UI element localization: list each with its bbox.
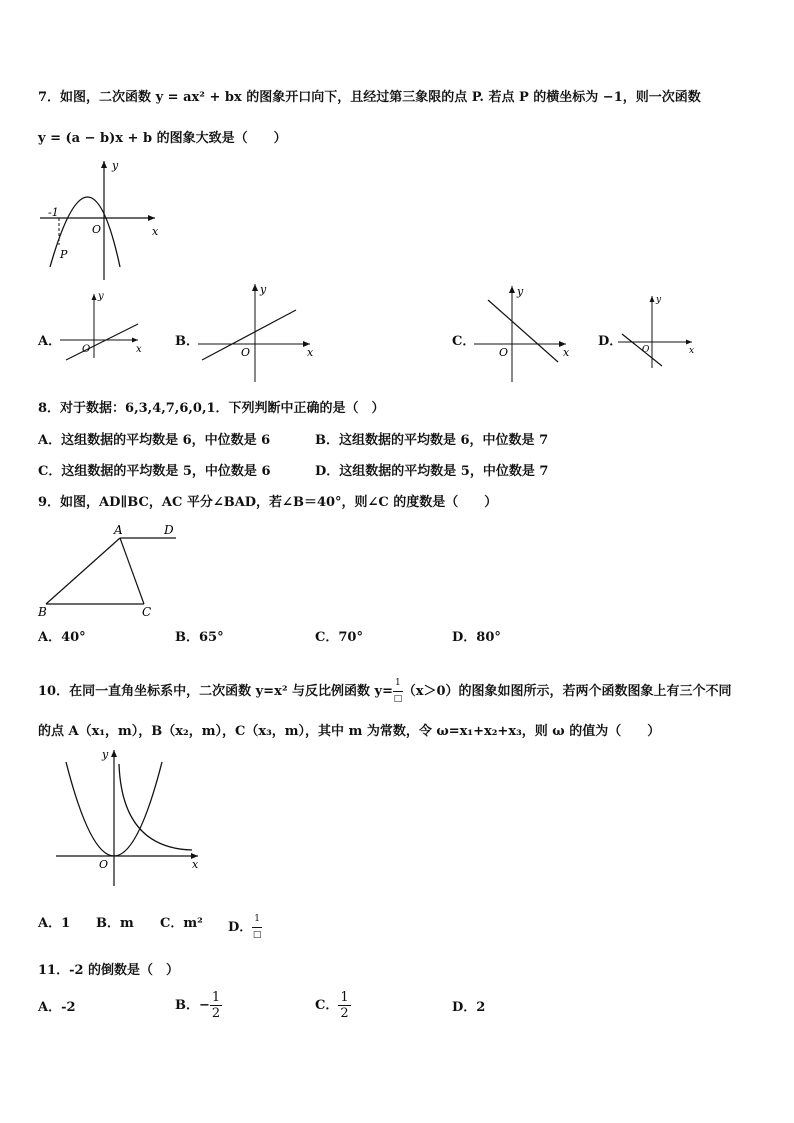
q11-option-b[interactable] [175, 990, 222, 1021]
q10-option-a[interactable]: A．1 [38, 916, 71, 931]
q10-option-d[interactable] [228, 912, 262, 943]
q9-stem: 9．如图，AD∥BC，AC 平分∠BAD，若∠B＝40°，则∠C 的度数是（ ） [38, 495, 498, 510]
q10-inverse-fraction [393, 676, 403, 707]
q8-stem: 8．对于数据：6,3,4,7,6,0,1．下列判断中正确的是（ ） [38, 401, 385, 416]
q7-stem-line2: y = (a − b)x + b 的图象大致是（ ） [38, 131, 287, 146]
q9-fig-point-a: A [114, 523, 123, 537]
q11-option-c-label: C． [315, 998, 339, 1013]
q8-option-b[interactable]: B．这组数据的平均数是 6，中位数是 7 [315, 433, 549, 448]
q10-functions-figure [52, 744, 208, 892]
q7-option-d-o: O [642, 345, 650, 355]
q10-fig-origin-label: O [99, 858, 109, 871]
q7-fig-y-label: y [112, 159, 119, 172]
q7-option-c-label[interactable]: C． [452, 334, 476, 349]
q8-option-d[interactable]: D．这组数据的平均数是 5，中位数是 7 [315, 464, 549, 479]
q11-option-a[interactable]: A．-2 [38, 1000, 76, 1015]
q7-option-d-graph [618, 290, 700, 370]
q9-fig-point-c: C [142, 605, 152, 619]
q7-option-c-graph [474, 282, 578, 384]
q7-option-a-x: x [136, 344, 142, 355]
q10-option-d-numerator: 1 [252, 912, 262, 928]
q7-fig-origin-label: O [92, 223, 102, 236]
q11-option-b-fraction [210, 990, 222, 1021]
q9-option-d[interactable]: D．80° [452, 630, 501, 645]
q9-trapezoid-figure [36, 522, 186, 620]
q9-option-b[interactable]: B．65° [175, 630, 224, 645]
q10-stem-line2: 的点 A（x₁，m），B（x₂，m），C（x₃，m），其中 m 为常数，令 ω=x₁+x₂+x₃，则 ω 的值为（ ） [38, 724, 661, 739]
q10-option-d-label: D． [228, 920, 253, 935]
q8-option-a[interactable]: A．这组数据的平均数是 6，中位数是 6 [38, 433, 271, 448]
q7-option-c-x: x [563, 346, 570, 359]
q10-option-c[interactable]: C．m² [160, 916, 203, 931]
q11-stem: 11．-2 的倒数是（ ） [38, 963, 180, 978]
q10-stem-pre: 10．在同一直角坐标系中，二次函数 y=x² 与反比例函数 y= [38, 684, 394, 699]
q11-option-b-numerator: 1 [211, 990, 221, 1005]
q7-option-c-y: y [517, 285, 524, 298]
q7-option-d-y: y [656, 295, 662, 305]
q7-option-b-label[interactable]: B． [175, 334, 199, 349]
q10-stem-line1 [38, 676, 732, 707]
q11-option-c-numerator: 1 [340, 990, 349, 1005]
q10-option-d-fraction [252, 912, 262, 943]
q7-option-c-o: O [499, 346, 509, 359]
q11-option-b-label: B．− [175, 998, 210, 1013]
q7-parabola-figure [40, 155, 170, 285]
q7-option-a-y: y [98, 291, 104, 302]
q10-fraction-numerator: 1 [393, 676, 403, 692]
q7-option-b-o: O [241, 346, 251, 359]
q9-option-c[interactable]: C．70° [315, 630, 363, 645]
q7-fig-x-label: x [152, 225, 159, 238]
q7-option-a-o: O [82, 344, 91, 355]
q8-option-c[interactable]: C．这组数据的平均数是 5，中位数是 6 [38, 464, 271, 479]
q10-fraction-denominator: □ [393, 694, 403, 704]
q9-option-a[interactable]: A．40° [38, 630, 86, 645]
q7-option-d-x: x [689, 346, 695, 356]
q7-stem-line1: 7．如图，二次函数 y = ax² + bx 的图象开口向下，且经过第三象限的点 P. 若点 P 的横坐标为 −1，则一次函数 [38, 90, 701, 105]
q7-option-b-x: x [307, 346, 314, 359]
q7-option-a-label[interactable]: A． [38, 334, 62, 349]
q10-fig-y-label: y [102, 748, 109, 761]
q11-option-d[interactable]: D．2 [452, 1000, 486, 1015]
q7-option-b-graph [198, 280, 318, 384]
q11-option-c[interactable] [315, 990, 351, 1021]
q7-option-d-label[interactable]: D． [598, 334, 623, 349]
q7-option-a-graph [60, 288, 150, 360]
q10-fig-x-label: x [192, 858, 199, 871]
q7-option-b-y: y [260, 283, 267, 296]
q9-fig-point-d: D [164, 523, 174, 537]
q10-option-b[interactable]: B．m [96, 916, 134, 931]
q10-stem-post: （x＞0）的图象如图所示，若两个函数图象上有三个不同 [402, 684, 732, 699]
q7-fig-neg1-label: -1 [48, 206, 59, 219]
q11-option-c-denominator: 2 [340, 1006, 349, 1021]
q10-option-d-denominator: □ [252, 930, 262, 940]
q11-option-c-fraction [338, 990, 350, 1021]
q9-fig-point-b: B [38, 605, 47, 619]
q7-fig-point-p: P [60, 248, 68, 261]
q11-option-b-denominator: 2 [211, 1006, 221, 1021]
